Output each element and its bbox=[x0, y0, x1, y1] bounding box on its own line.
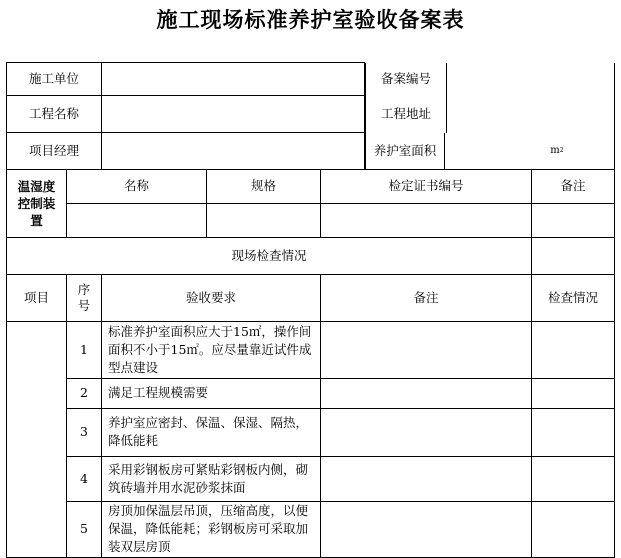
inspection-section-title: 现场检查情况 bbox=[7, 237, 532, 274]
project-address-label: 工程地址 bbox=[365, 96, 447, 133]
inspection-row bbox=[7, 501, 615, 557]
row-construction-unit bbox=[7, 63, 615, 96]
device-header-row bbox=[7, 169, 615, 203]
device-remark-value[interactable] bbox=[532, 203, 615, 237]
row-no: 5 bbox=[67, 501, 102, 557]
row-remark[interactable] bbox=[321, 408, 532, 456]
device-cert-value[interactable] bbox=[321, 203, 532, 237]
inspection-row bbox=[7, 408, 615, 456]
row-requirement: 满足工程规模需要 bbox=[102, 378, 321, 408]
construction-unit-label: 施工单位 bbox=[7, 63, 102, 96]
col-seq: 序号 bbox=[67, 274, 102, 321]
page-title: 施工现场标准养护室验收备案表 bbox=[156, 7, 465, 32]
col-check: 检查情况 bbox=[532, 274, 615, 321]
row-project-name bbox=[7, 96, 615, 133]
project-name-label: 工程名称 bbox=[7, 96, 102, 133]
row-no: 4 bbox=[67, 456, 102, 501]
record-no-value[interactable] bbox=[447, 63, 615, 96]
inspection-title-blank bbox=[532, 237, 615, 274]
item-cell bbox=[7, 321, 67, 557]
inspection-row bbox=[7, 378, 615, 408]
row-remark[interactable] bbox=[321, 456, 532, 501]
row-requirement: 养护室应密封、保温、保湿、隔热，降低能耗 bbox=[102, 408, 321, 456]
col-requirement: 验收要求 bbox=[102, 274, 321, 321]
row-remark[interactable] bbox=[321, 501, 532, 557]
device-value-row bbox=[7, 203, 615, 237]
room-area-label: 养护室面积 bbox=[365, 133, 445, 169]
project-address-value[interactable] bbox=[447, 96, 615, 133]
inspection-header-row bbox=[7, 274, 615, 321]
row-check[interactable] bbox=[532, 501, 615, 557]
device-label: 温湿度控制装置 bbox=[7, 169, 67, 237]
construction-unit-value[interactable] bbox=[102, 63, 365, 96]
row-remark[interactable] bbox=[321, 321, 532, 378]
row-no: 2 bbox=[67, 378, 102, 408]
row-requirement: 标准养护室面积应大于15㎡，操作间面积不小于15㎡。应尽量靠近试件成型点建设 bbox=[102, 321, 321, 378]
device-col-cert: 检定证书编号 bbox=[321, 169, 532, 203]
record-no-label-cell: 备案编号 bbox=[365, 63, 447, 96]
device-name-value[interactable] bbox=[67, 203, 207, 237]
project-manager-label: 项目经理 bbox=[7, 133, 102, 170]
row-check[interactable] bbox=[532, 378, 615, 408]
col-remark: 备注 bbox=[321, 274, 532, 321]
project-name-value[interactable] bbox=[102, 96, 365, 133]
col-item: 项目 bbox=[7, 274, 67, 321]
row-no: 1 bbox=[67, 321, 102, 378]
device-col-name: 名称 bbox=[67, 169, 207, 203]
row-check[interactable] bbox=[532, 456, 615, 501]
record-table bbox=[6, 62, 615, 558]
inspection-row bbox=[7, 321, 615, 378]
device-spec-value[interactable] bbox=[207, 203, 321, 237]
row-project-manager bbox=[7, 133, 615, 170]
row-requirement: 采用彩钢板房可紧贴彩钢板内侧，砌筑砖墙并用水泥砂浆抹面 bbox=[102, 456, 321, 501]
room-area-value[interactable]: m 2 bbox=[445, 133, 615, 169]
row-remark[interactable] bbox=[321, 378, 532, 408]
row-check[interactable] bbox=[532, 321, 615, 378]
row-requirement: 房顶加保温层吊顶，压缩高度，以便保温，降低能耗；彩钢板房可采取加装双层房顶 bbox=[102, 501, 321, 557]
device-col-remark: 备注 bbox=[532, 169, 615, 203]
project-manager-value[interactable] bbox=[102, 133, 365, 170]
device-col-spec: 规格 bbox=[207, 169, 321, 203]
row-no: 3 bbox=[67, 408, 102, 456]
inspection-title-row bbox=[7, 237, 615, 274]
inspection-row bbox=[7, 456, 615, 501]
row-check[interactable] bbox=[532, 408, 615, 456]
